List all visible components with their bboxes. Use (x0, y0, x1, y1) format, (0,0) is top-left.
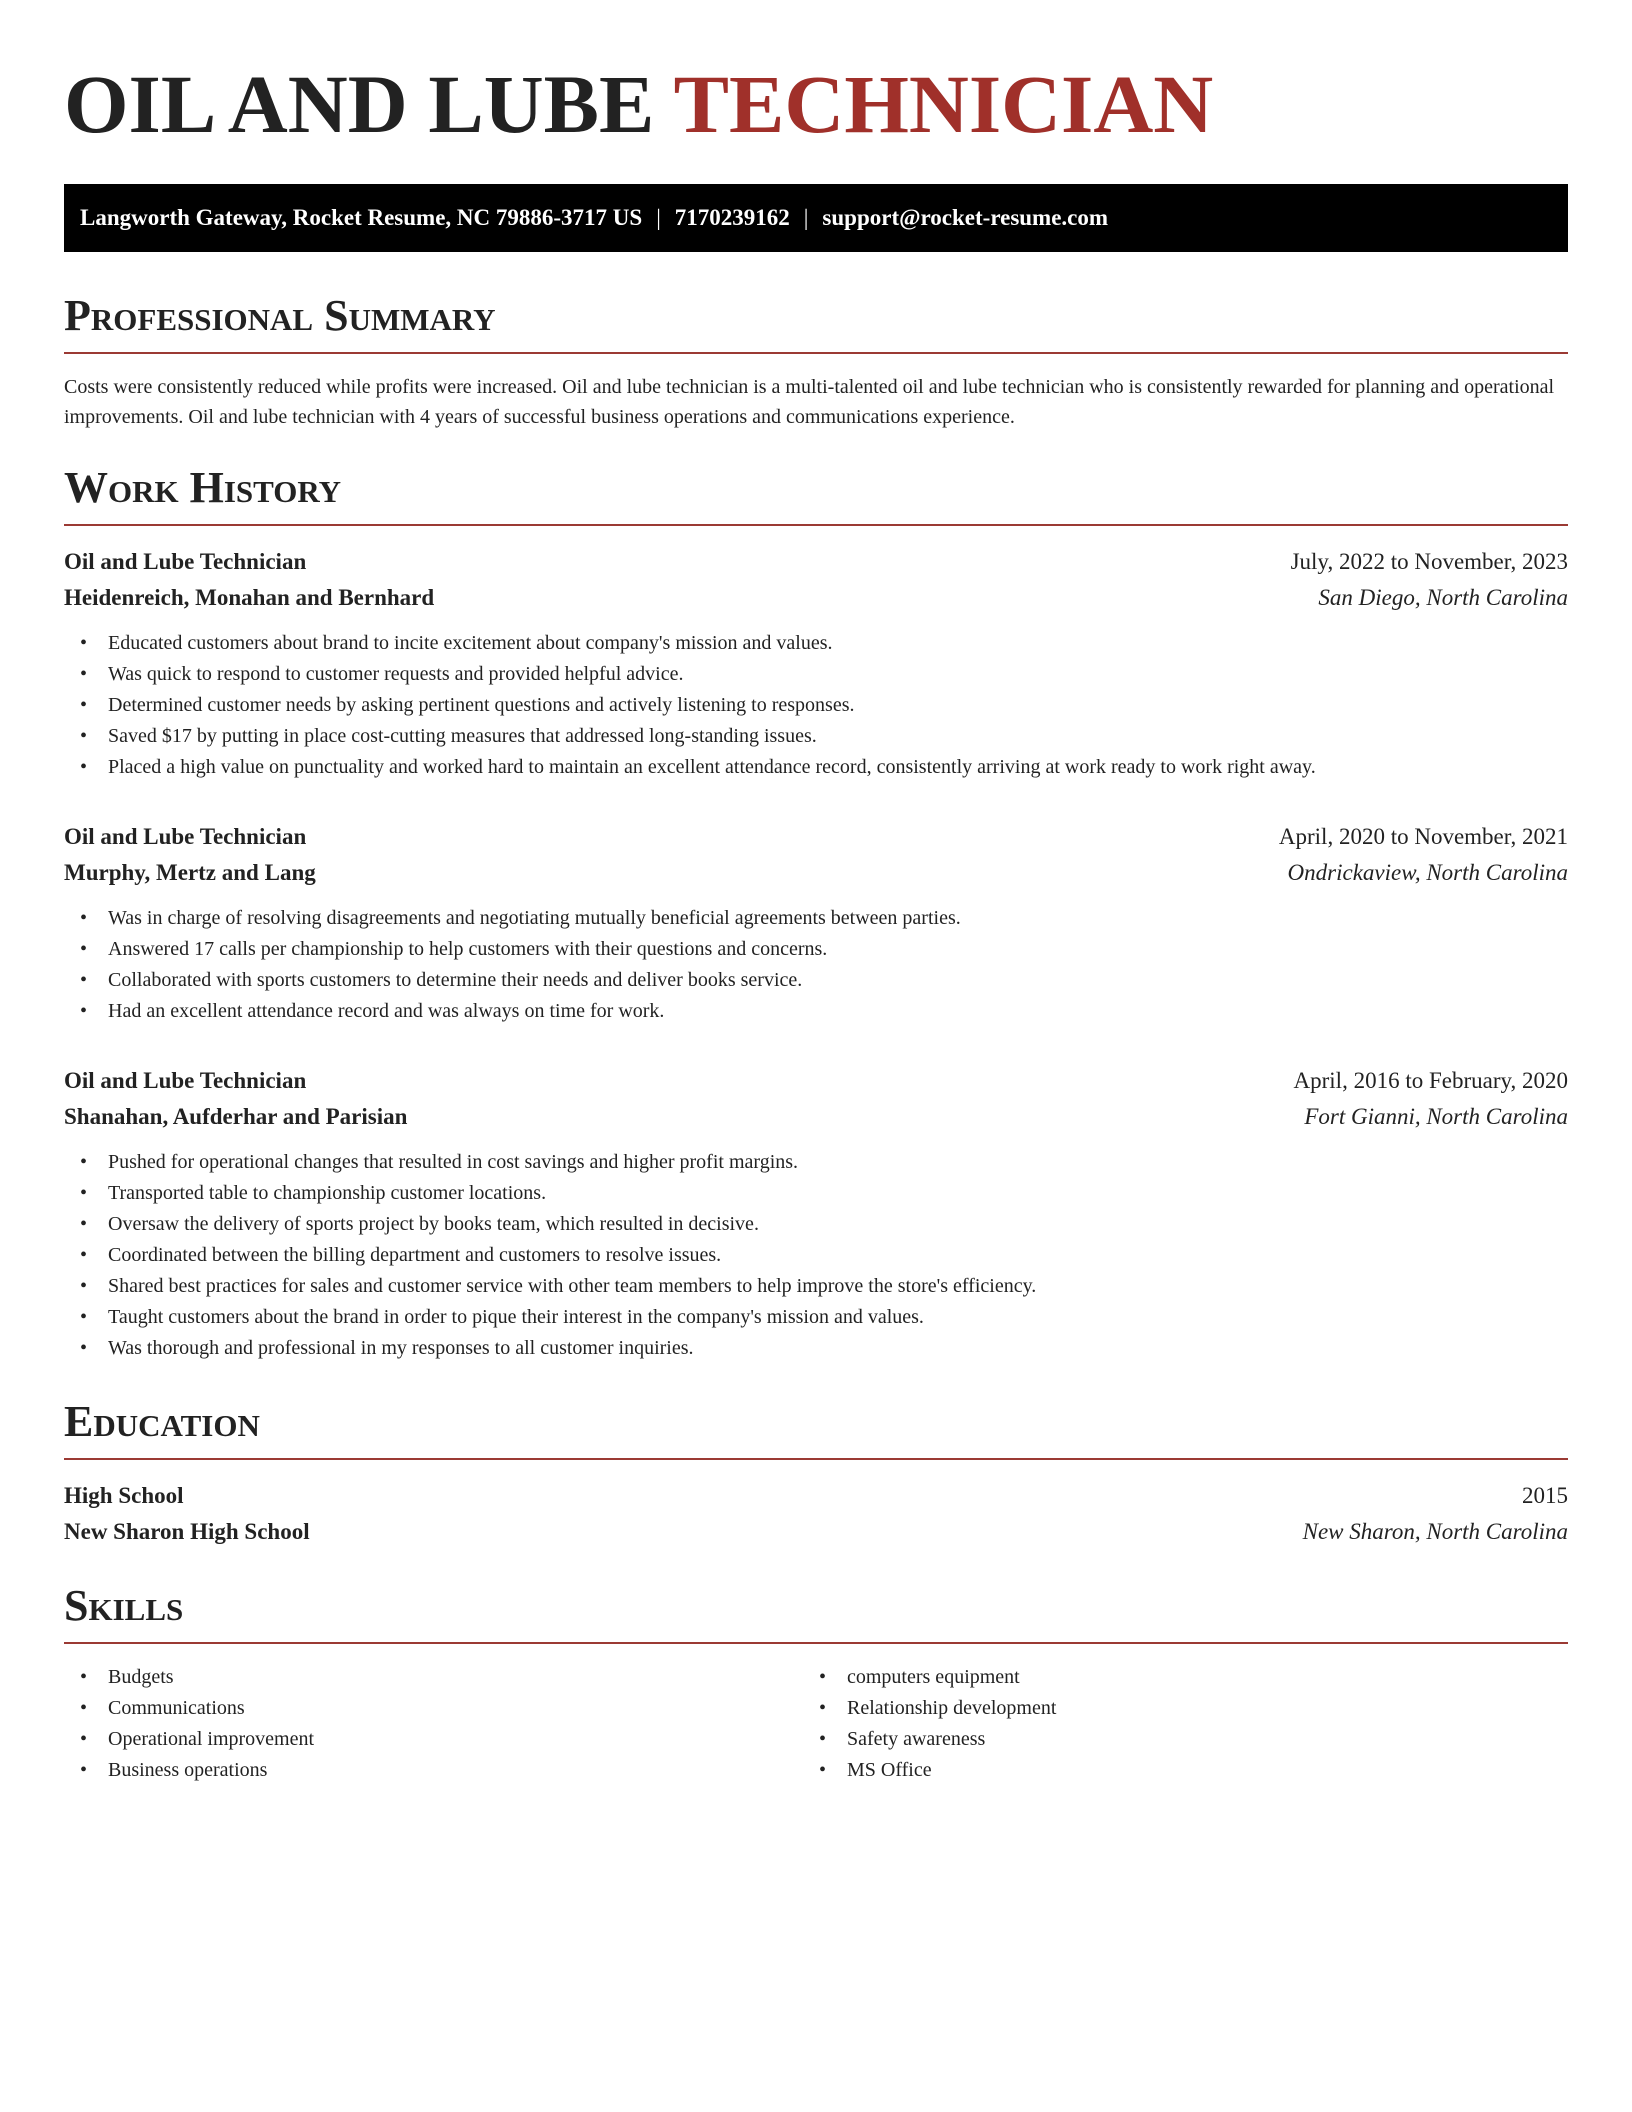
job-bullet: • Taught customers about the brand in order to pique their interest in the company's mission and values. (64, 1302, 1568, 1333)
section-divider (64, 1642, 1568, 1644)
contact-phone: 7170239162 (674, 205, 790, 230)
job-bullet: • Transported table to championship customer locations. (64, 1178, 1568, 1209)
education-header-row (64, 1478, 1568, 1514)
job-header-row (64, 544, 1568, 580)
education-school: New Sharon High School (64, 1519, 310, 1544)
work-history-heading: Work History (64, 463, 342, 512)
job-location: Ondrickaview, North Carolina (1287, 860, 1568, 885)
job-title: Oil and Lube Technician (64, 1068, 307, 1093)
job-bullets (64, 903, 1568, 1027)
job-bullets (64, 628, 1568, 783)
skills-heading: Skills (64, 1581, 184, 1630)
job-location: Fort Gianni, North Carolina (1304, 1104, 1568, 1129)
education-section (64, 1396, 1568, 1550)
job-company: Shanahan, Aufderhar and Parisian (64, 1104, 408, 1129)
skill-item: • Business operations (64, 1755, 803, 1786)
job-bullet: • Placed a high value on punctuality and worked hard to maintain an excellent attendance record, consistently arriving at work ready to work right away. (64, 752, 1568, 783)
job-dates: April, 2020 to November, 2021 (1278, 824, 1568, 849)
job-bullet: • Collaborated with sports customers to determine their needs and deliver books service. (64, 965, 1568, 996)
job-bullet: • Educated customers about brand to incite excitement about company's mission and values. (64, 628, 1568, 659)
education-degree: High School (64, 1483, 184, 1508)
job-bullet: • Pushed for operational changes that resulted in cost savings and higher profit margins. (64, 1147, 1568, 1178)
skills-grid (64, 1662, 1568, 1786)
skill-item: • MS Office (803, 1755, 1542, 1786)
skill-item: • Relationship development (803, 1693, 1542, 1724)
education-heading: Education (64, 1397, 260, 1446)
job-company: Murphy, Mertz and Lang (64, 860, 316, 885)
summary-section (64, 290, 1568, 432)
education-entry (64, 1478, 1568, 1550)
skills-column-left (64, 1662, 803, 1786)
job-bullet: • Answered 17 calls per championship to help customers with their questions and concerns. (64, 934, 1568, 965)
job-header-row (64, 1063, 1568, 1099)
education-school-row (64, 1514, 1568, 1550)
skill-item: • Safety awareness (803, 1724, 1542, 1755)
job-bullet: • Was thorough and professional in my responses to all customer inquiries. (64, 1333, 1568, 1364)
skills-column-right (803, 1662, 1542, 1786)
summary-heading: Professional Summary (64, 291, 496, 340)
job-company-row (64, 855, 1568, 891)
job-bullet: • Determined customer needs by asking pertinent questions and actively listening to responses. (64, 690, 1568, 721)
job-bullet: • Saved $17 by putting in place cost-cutting measures that addressed long-standing issues. (64, 721, 1568, 752)
contact-bar (64, 184, 1568, 252)
education-location: New Sharon, North Carolina (1302, 1519, 1568, 1544)
job-dates: April, 2016 to February, 2020 (1293, 1068, 1568, 1093)
job-bullet: • Was in charge of resolving disagreements and negotiating mutually beneficial agreements between parties. (64, 903, 1568, 934)
job-company-row (64, 1099, 1568, 1135)
job-header-row (64, 819, 1568, 855)
job-dates: July, 2022 to November, 2023 (1290, 549, 1568, 574)
job-location: San Diego, North Carolina (1318, 585, 1568, 610)
contact-address: Langworth Gateway, Rocket Resume, NC 79886-3717 US (80, 205, 643, 230)
job-title: Oil and Lube Technician (64, 824, 307, 849)
section-divider (64, 1458, 1568, 1460)
job-bullet: • Coordinated between the billing department and customers to resolve issues. (64, 1240, 1568, 1271)
job-bullet: • Had an excellent attendance record and was always on time for work. (64, 996, 1568, 1027)
skill-item: • Budgets (64, 1662, 803, 1693)
title-accent: TECHNICIAN (673, 58, 1214, 150)
job-title: Oil and Lube Technician (64, 549, 307, 574)
job-bullet: • Was quick to respond to customer requests and provided helpful advice. (64, 659, 1568, 690)
title-main: OIL AND LUBE (64, 58, 674, 150)
skill-item: • computers equipment (803, 1662, 1542, 1693)
work-history-section (64, 462, 1568, 1364)
contact-email: support@rocket-resume.com (822, 205, 1109, 230)
job-company: Heidenreich, Monahan and Bernhard (64, 585, 435, 610)
job-entry (64, 819, 1568, 1027)
job-bullets (64, 1147, 1568, 1364)
resume-title (64, 56, 1568, 152)
skill-item: • Operational improvement (64, 1724, 803, 1755)
skills-section (64, 1580, 1568, 1786)
job-bullet: • Oversaw the delivery of sports project by books team, which resulted in decisive. (64, 1209, 1568, 1240)
education-year: 2015 (1522, 1483, 1568, 1508)
job-entry (64, 544, 1568, 783)
skill-item: • Communications (64, 1693, 803, 1724)
section-divider (64, 352, 1568, 354)
section-divider (64, 524, 1568, 526)
summary-text: Costs were consistently reduced while profits were increased. Oil and lube technician is a multi-talented oil and lube technician who is consistently rewarded for planning and operational improvements. Oil and lube technician with 4 years of successful business operations and communications experience. (64, 376, 1555, 428)
contact-separator: | (803, 205, 809, 230)
contact-separator: | (656, 205, 661, 230)
job-company-row (64, 580, 1568, 616)
job-entry (64, 1063, 1568, 1364)
job-bullet: • Shared best practices for sales and customer service with other team members to help improve the store's efficiency. (64, 1271, 1568, 1302)
